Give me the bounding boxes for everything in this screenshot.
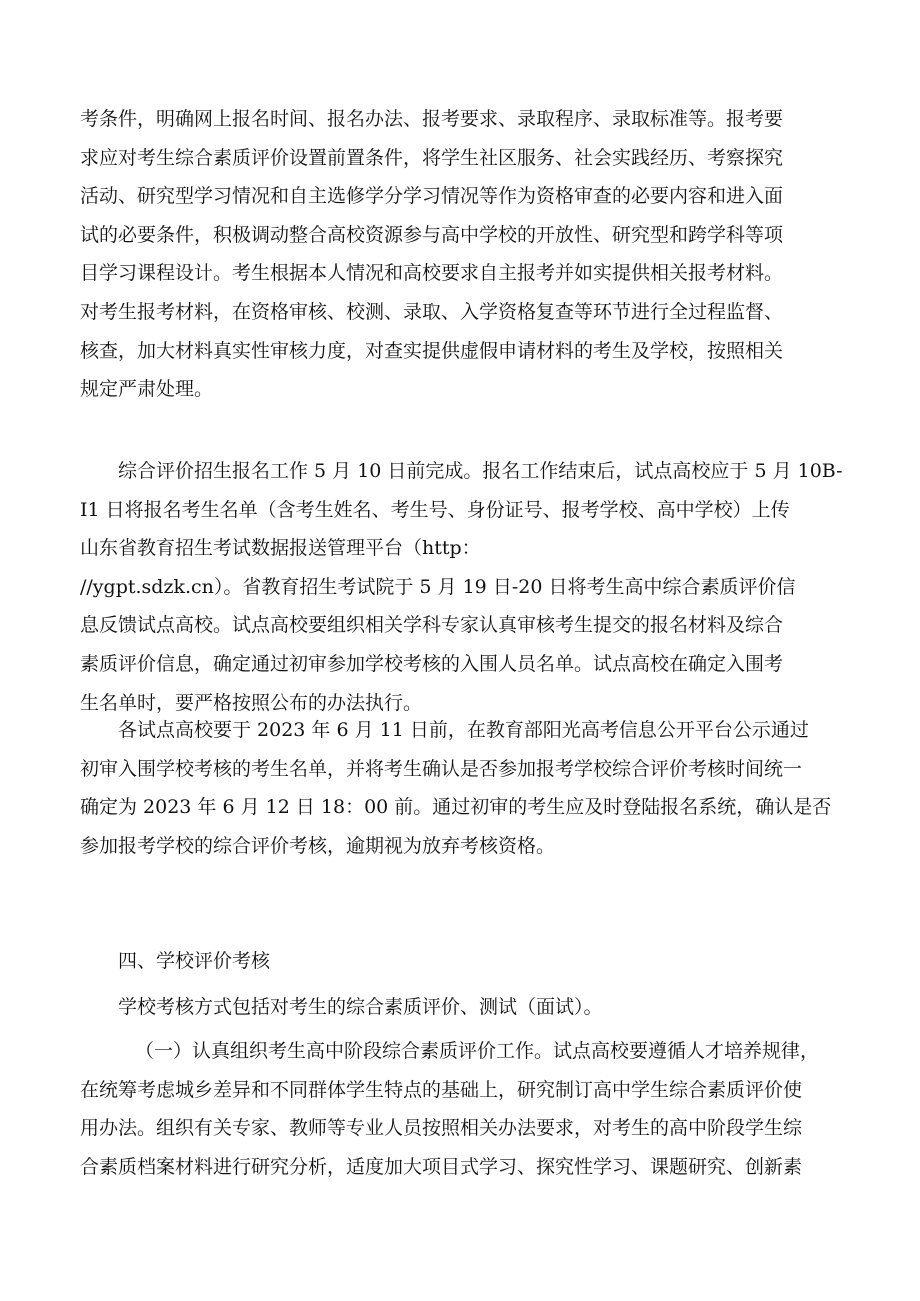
text-line: 参加报考学校的综合评价考核，逾期视为放弃考核资格。 [80,834,556,857]
paragraph-public-announcement [80,711,840,865]
text-line: 试的必要条件，积极调动整合高校资源参与高中学校的开放性、研究型和跨学科等项 [80,223,784,246]
paragraph-registration-timeline [80,452,843,722]
text-line: 求应对考生综合素质评价设置前置条件，将学生社区服务、社会实践经历、考察探究 [80,146,784,169]
text-line: （一）认真组织考生高中阶段综合素质评价工作。试点高校要遵循人才培养规律， [135,1040,820,1062]
text-line: 规定严肃处理。 [80,378,214,401]
text-line: 在统筹考虑城乡差异和不同群体学生特点的基础上，研究制订高中学生综合素质评价使 [80,1078,803,1101]
paragraph-application-requirements [80,100,840,409]
text-line: 息反馈试点高校。试点高校要组织相关学科专家认真审核考生提交的报名材料及综合 [80,614,784,637]
paragraph-assessment-methods [118,988,603,1026]
section-heading [118,942,270,980]
text-line: 学校考核方式包括对考生的综合素质评价、测试（面试）。 [118,996,603,1018]
text-line: 生名单时，要严格按照公布的办法执行。 [80,691,423,714]
text-line: //ygpt.sdzk.cn）。省教育招生考试院于 5 月 19 日-20 日将考生高中综合素质评价信 [80,575,796,598]
text-line: 合素质档案材料进行研究分析，适度加大项目式学习、探究性学习、课题研究、创新素 [80,1155,803,1178]
text-line: 确定为 2023 年 6 月 12 日 18：00 前。通过初审的考生应及时登陆报名系统，确认是否 [80,796,832,819]
text-line: 综合评价招生报名工作 5 月 10 日前完成。报名工作结束后，试点高校应于 5 月 10B- [118,460,843,482]
text-line: 初审入围学校考核的考生名单，并将考生确认是否参加报考学校综合评价考核时间统一 [80,757,803,780]
text-line: 目学习课程设计。考生根据本人情况和高校要求自主报考并如实提供相关报考材料。 [80,262,784,285]
text-line: 核查，加大材料真实性审核力度，对查实提供虚假申请材料的考生及学校，按照相关 [80,339,784,362]
text-line: 考条件，明确网上报名时间、报名办法、报考要求、录取程序、录取标准等。报考要 [80,108,784,130]
paragraph-comprehensive-evaluation [80,1032,840,1186]
text-line: 山东省教育招生考试数据报送管理平台（http： [80,537,481,560]
text-line: 素质评价信息，确定通过初审参加学校考核的入围人员名单。试点高校在确定入围考 [80,652,784,675]
text-line: 用办法。组织有关专家、教师等专业人员按照相关办法要求，对考生的高中阶段学生综 [80,1117,803,1140]
text-line: 活动、研究型学习情况和自主选修学分学习情况等作为资格审查的必要内容和进入面 [80,185,784,208]
text-line: 各试点高校要于 2023 年 6 月 11 日前，在教育部阳光高考信息公开平台公示通过 [118,719,809,741]
text-line: 对考生报考材料，在资格审核、校测、录取、入学资格复查等环节进行全过程监督、 [80,300,784,323]
section-heading-text: 四、学校评价考核 [118,950,271,972]
text-line: I1 日将报名考生名单（含考生姓名、考生号、身份证号、报考学校、高中学校）上传 [80,498,790,521]
